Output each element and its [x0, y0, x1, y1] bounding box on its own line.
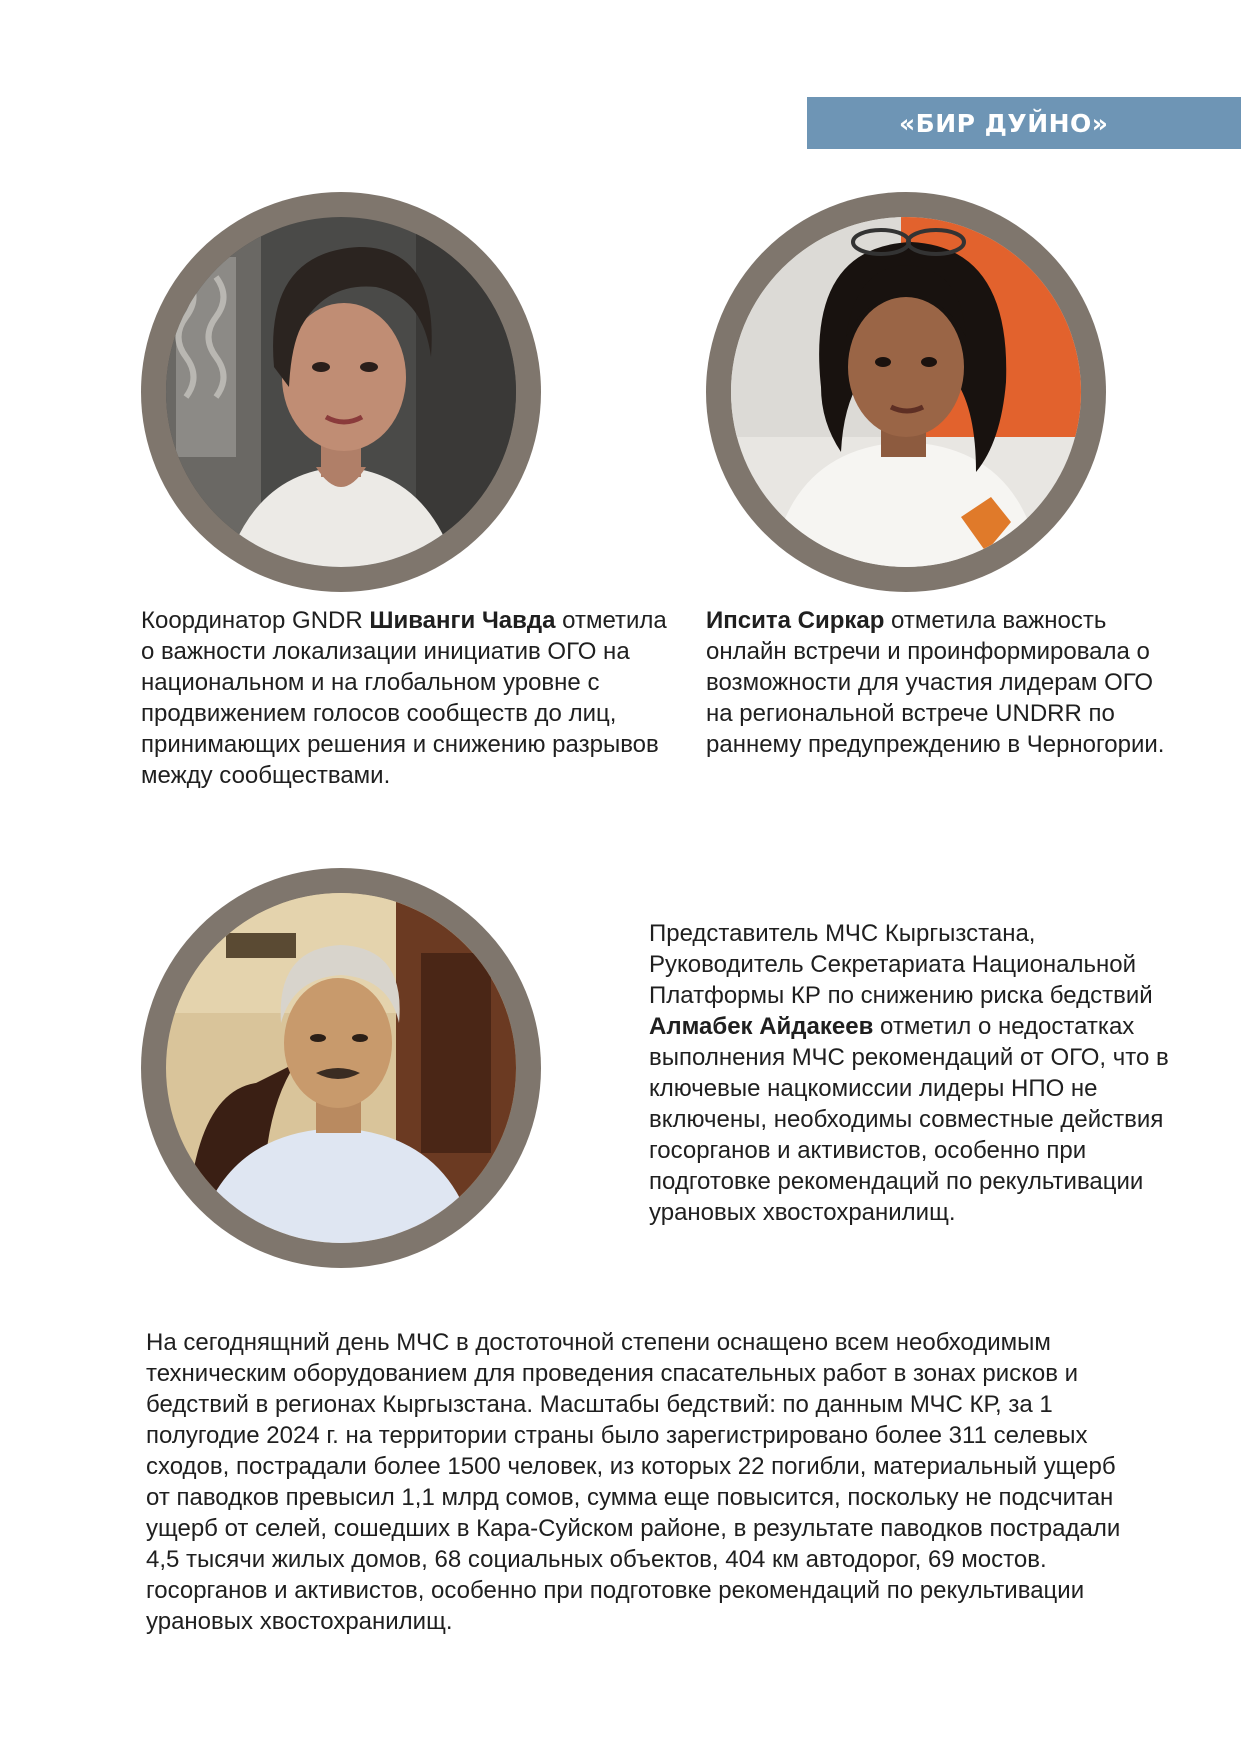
- body-paragraph: На сегоднящний день МЧС в достоточной степени оснащено всем необходимым техническим оборудованием для проведения спасательных работ в зонах рисков и бедствий в регионах Кыргызстана. Масштабы бедствий: по данным МЧС КР, за 1 полугодие 2024 г. на территории страны было зарегистрировано более 311 селевых сходов, пострадали более 1500 человек, из которых 22 погибли, материальный ущерб от паводков превысил 1,1 млрд сомов, сумма еще повысится, поскольку не подсчитан ущерб от селей, сошедших в Кара-Суйском районе, в результате паводков пострадали 4,5 тысячи жилых домов, 68 социальных объектов, 404 км автодорог, 69 мостов. госорганов и активистов, особенно при подготовке рекомендаций по рекультивации урановых хвостохранилищ.: [146, 1329, 1121, 1635]
- speaker-2-photo: [731, 217, 1081, 567]
- speaker-2-caption: [706, 605, 1186, 760]
- speaker-3-name: Алмабек Айдакеев: [649, 1013, 874, 1040]
- section-tag-banner: [807, 97, 1241, 149]
- speaker-1-statement: отметила о важности локализации инициатив ОГО на национальном и на глобальном уровне с продвижением голосов сообществ до лиц, принимающих решения и снижению разрывов между сообществами.: [141, 607, 667, 789]
- speaker-2-name: Ипсита Сиркар: [706, 607, 885, 634]
- speaker-3-role: Представитель МЧС Кыргызстана, Руководитель Секретариата Национальной Платформы КР по снижению риска бедствий: [649, 920, 1153, 1009]
- portrait-speaker-3: [141, 868, 541, 1268]
- speaker-1-name: Шиванги Чавда: [369, 607, 556, 634]
- speaker-1-role: Координатор GNDR: [141, 607, 370, 634]
- speaker-3-statement: отметил о недостатках выполнения МЧС рекомендаций от ОГО, что в ключевые нацкомиссии лидеры НПО не включены, необходимы совместные действия госорганов и активистов, особенно при подготовке рекомендаций по рекультивации урановых хвостохранилищ.: [649, 1013, 1169, 1226]
- section-tag-label: «БИР ДУЙНО»: [899, 108, 1109, 138]
- portrait-speaker-2: [706, 192, 1106, 592]
- speaker-3-caption: [649, 918, 1179, 1228]
- speaker-2-statement: отметила важность онлайн встречи и проинформировала о возможности для участия лидерам ОГО на региональной встрече UNDRR по раннему предупреждению в Черногории.: [706, 607, 1165, 758]
- portrait-speaker-1: [141, 192, 541, 592]
- speaker-1-caption: [141, 605, 681, 791]
- speaker-3-photo: [166, 893, 516, 1243]
- speaker-1-photo: [166, 217, 516, 567]
